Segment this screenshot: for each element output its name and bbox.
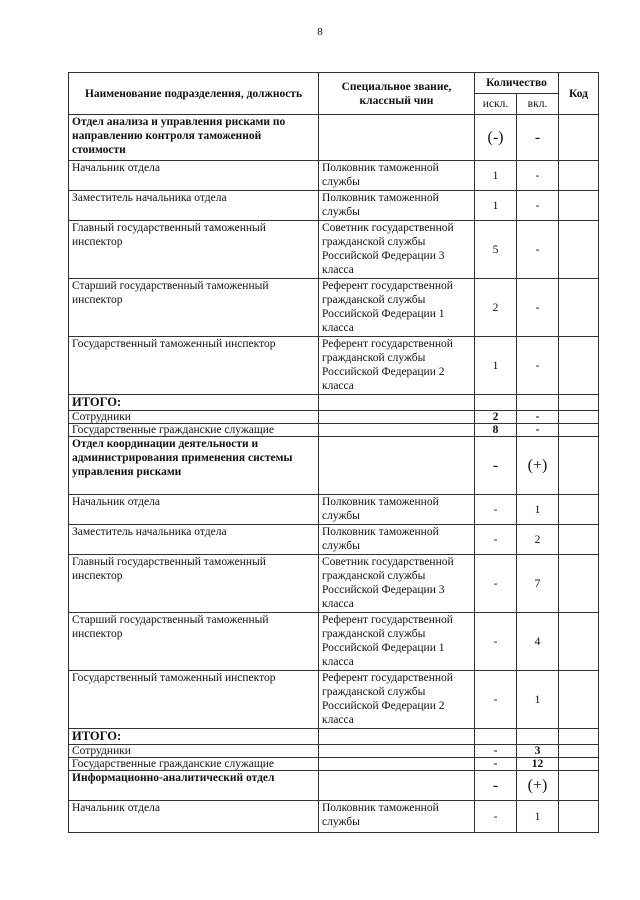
cell-code [559,495,599,525]
cell-rank [319,424,475,437]
table-row [69,191,599,221]
header-code: Код [559,73,599,115]
cell-name: Государственный таможенный инспектор [69,337,319,395]
cell-code [559,411,599,424]
table-row [69,161,599,191]
cell-excl: 1 [475,337,517,395]
cell-rank [319,395,475,411]
header-rank: Специальное звание, классный чин [319,73,475,115]
cell-name: ИТОГО: [69,729,319,745]
cell-rank: Референт государственной гражданской службы Российской Федерации 1 класса [319,613,475,671]
cell-rank: Полковник таможенной службы [319,161,475,191]
table-row [69,525,599,555]
cell-code [559,115,599,161]
section-row [69,437,599,495]
cell-incl: - [517,221,559,279]
cell-incl [517,395,559,411]
cell-excl [475,395,517,411]
cell-excl: - [475,555,517,613]
cell-excl: 1 [475,191,517,221]
cell-incl: 3 [517,745,559,758]
table-row [69,555,599,613]
cell-code [559,337,599,395]
staff-table-container [68,72,598,833]
total-heading-row [69,395,599,411]
cell-code [559,729,599,745]
cell-code [559,555,599,613]
cell-name: Начальник отдела [69,801,319,833]
cell-name: Начальник отдела [69,495,319,525]
section-row [69,115,599,161]
cell-incl: - [517,337,559,395]
cell-incl: 4 [517,613,559,671]
cell-rank: Полковник таможенной службы [319,525,475,555]
cell-name: Старший государственный таможенный инспектор [69,279,319,337]
cell-incl: (+) [517,437,559,495]
cell-incl: 1 [517,801,559,833]
cell-name: ИТОГО: [69,395,319,411]
cell-code [559,395,599,411]
cell-excl: - [475,758,517,771]
table-row [69,671,599,729]
cell-code [559,437,599,495]
table-row [69,279,599,337]
cell-incl: 2 [517,525,559,555]
cell-rank: Референт государственной гражданской службы Российской Федерации 2 класса [319,671,475,729]
table-header-row [69,73,599,94]
table-row [69,495,599,525]
cell-rank [319,758,475,771]
cell-code [559,221,599,279]
cell-excl: - [475,613,517,671]
header-incl: вкл. [517,94,559,115]
cell-name: Главный государственный таможенный инспектор [69,221,319,279]
cell-incl: - [517,279,559,337]
cell-code [559,745,599,758]
cell-excl: 5 [475,221,517,279]
cell-excl: - [475,771,517,801]
cell-rank [319,729,475,745]
cell-rank [319,115,475,161]
page-number: 8 [317,26,323,38]
table-row [69,801,599,833]
cell-rank [319,745,475,758]
cell-excl: - [475,801,517,833]
cell-code [559,161,599,191]
section-row [69,771,599,801]
summary-row [69,745,599,758]
cell-name: Государственные гражданские служащие [69,758,319,771]
cell-code [559,758,599,771]
cell-name: Сотрудники [69,745,319,758]
cell-rank: Полковник таможенной службы [319,191,475,221]
cell-rank [319,437,475,495]
cell-code [559,191,599,221]
cell-code [559,771,599,801]
table-row [69,221,599,279]
cell-excl: - [475,745,517,758]
cell-name: Государственный таможенный инспектор [69,671,319,729]
cell-rank: Полковник таможенной службы [319,495,475,525]
cell-excl: - [475,671,517,729]
cell-rank [319,411,475,424]
cell-code [559,525,599,555]
cell-excl: 1 [475,161,517,191]
table-body [69,115,599,833]
cell-excl: - [475,495,517,525]
cell-name: Заместитель начальника отдела [69,525,319,555]
table-row [69,613,599,671]
cell-name: Государственные гражданские служащие [69,424,319,437]
header-quantity: Количество [475,73,559,94]
cell-name: Заместитель начальника отдела [69,191,319,221]
cell-code [559,671,599,729]
cell-rank: Советник государственной гражданской службы Российской Федерации 3 класса [319,221,475,279]
staff-table [68,72,599,833]
cell-code [559,279,599,337]
cell-code [559,613,599,671]
cell-incl: (+) [517,771,559,801]
cell-incl: - [517,161,559,191]
cell-incl: 7 [517,555,559,613]
cell-name: Главный государственный таможенный инспектор [69,555,319,613]
cell-code [559,424,599,437]
cell-rank [319,771,475,801]
cell-name: Старший государственный таможенный инспектор [69,613,319,671]
cell-name: Информационно-аналитический отдел [69,771,319,801]
cell-incl: 12 [517,758,559,771]
cell-name: Отдел координации деятельности и администрирования применения системы управления рисками [69,437,319,495]
cell-incl: - [517,115,559,161]
cell-code [559,801,599,833]
cell-excl: (-) [475,115,517,161]
table-row [69,337,599,395]
cell-excl [475,729,517,745]
cell-rank: Советник государственной гражданской службы Российской Федерации 3 класса [319,555,475,613]
cell-incl: 1 [517,671,559,729]
cell-name: Начальник отдела [69,161,319,191]
cell-incl: - [517,191,559,221]
summary-row [69,411,599,424]
summary-row [69,758,599,771]
cell-excl: - [475,525,517,555]
header-name: Наименование подразделения, должность [69,73,319,115]
total-heading-row [69,729,599,745]
cell-rank: Референт государственной гражданской службы Российской Федерации 2 класса [319,337,475,395]
header-excl: искл. [475,94,517,115]
cell-incl: - [517,411,559,424]
cell-excl: 2 [475,279,517,337]
cell-rank: Полковник таможенной службы [319,801,475,833]
cell-name: Отдел анализа и управления рисками по направлению контроля таможенной стоимости [69,115,319,161]
cell-incl [517,729,559,745]
cell-incl: 1 [517,495,559,525]
cell-excl: 8 [475,424,517,437]
cell-excl: 2 [475,411,517,424]
cell-rank: Референт государственной гражданской службы Российской Федерации 1 класса [319,279,475,337]
cell-name: Сотрудники [69,411,319,424]
cell-excl: - [475,437,517,495]
summary-row [69,424,599,437]
cell-incl: - [517,424,559,437]
